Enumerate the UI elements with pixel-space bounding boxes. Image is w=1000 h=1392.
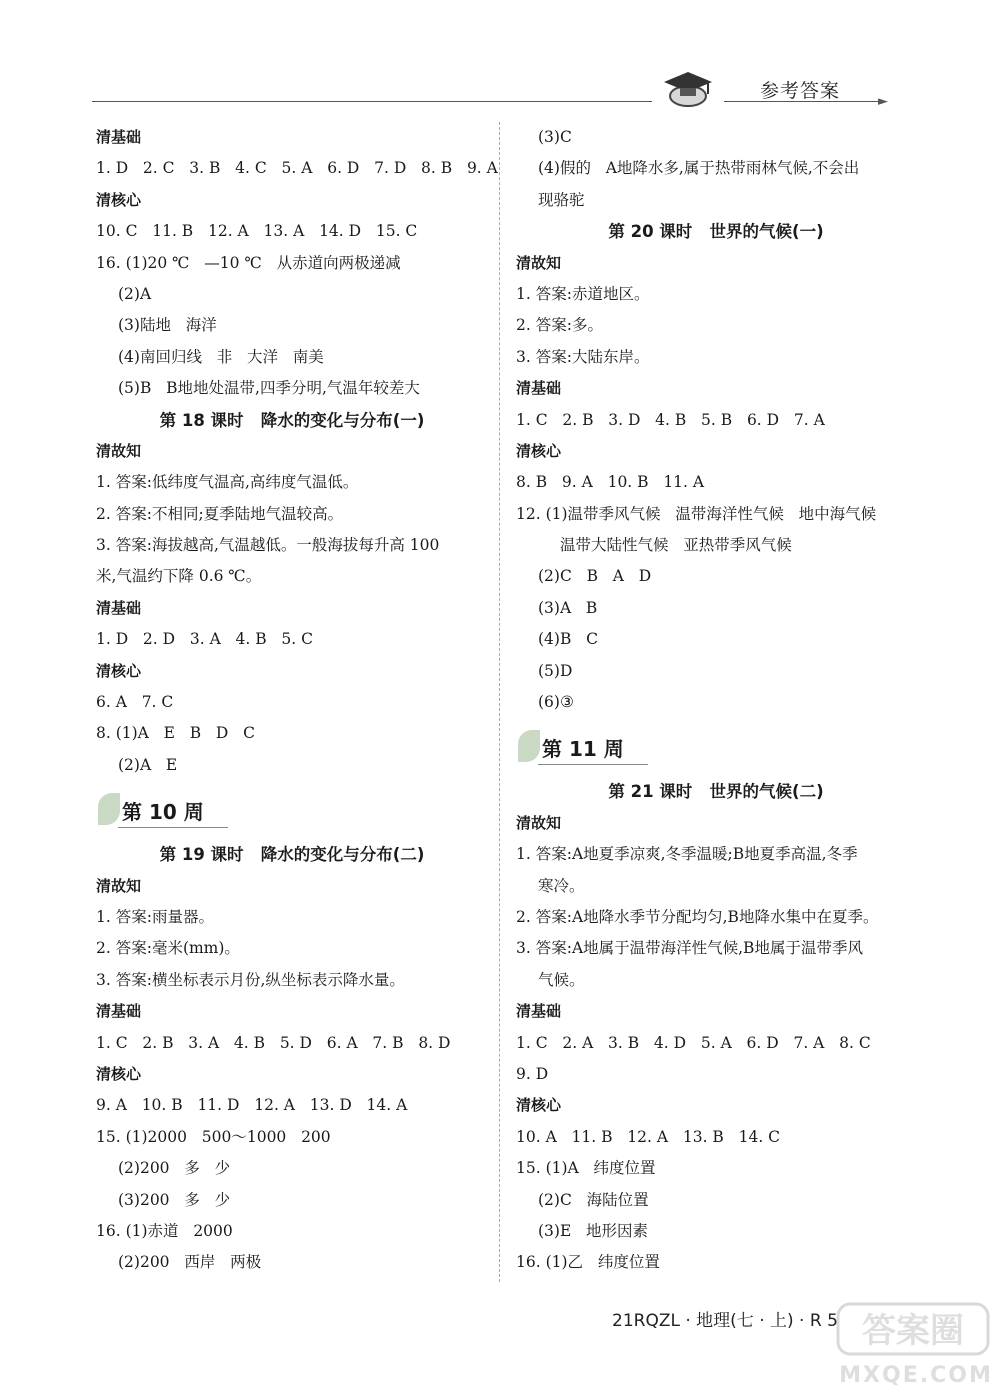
answer-line: (2)A E — [118, 755, 178, 774]
answer-line: 2. 答案:毫米(mm)。 — [96, 939, 240, 958]
answer-line: 15. (1)A 纬度位置 — [516, 1159, 656, 1178]
answer-line: 1. 答案:A地夏季凉爽,冬季温暖;B地夏季高温,冬季 — [516, 845, 858, 864]
answer-line: 8. (1)A E B D C — [96, 724, 255, 743]
answer-line: 16. (1)20 ℃ —10 ℃ 从赤道向两极递减 — [96, 253, 401, 272]
section-heading: 清故知 — [516, 813, 562, 832]
answer-line: 现骆驼 — [538, 190, 585, 209]
answer-line: (3)陆地 海洋 — [118, 316, 217, 335]
week-title: 第 11 周 — [542, 737, 624, 762]
answer-line: (5)D — [538, 661, 573, 680]
answer-line: 米,气温约下降 0.6 ℃。 — [96, 567, 262, 586]
lesson-title: 第 18 课时 降水的变化与分布(一) — [159, 410, 425, 430]
section-heading: 清故知 — [96, 876, 142, 895]
svg-text:MXQE.COM: MXQE.COM — [839, 1363, 993, 1388]
section-heading: 清基础 — [516, 1002, 562, 1021]
answer-line: 2. 答案:A地降水季节分配均匀,B地降水集中在夏季。 — [516, 907, 879, 926]
section-heading: 清基础 — [516, 379, 562, 398]
week-heading — [96, 789, 488, 833]
answer-line: (5)B B地地处温带,四季分明,气温年较差大 — [118, 379, 420, 398]
answer-line: 1. 答案:低纬度气温高,高纬度气温低。 — [96, 473, 359, 492]
answer-line: (3)A B — [538, 598, 598, 617]
section-heading: 清故知 — [96, 441, 142, 460]
right-column — [516, 122, 916, 1279]
page-number: 5 — [827, 1311, 838, 1331]
answer-line: (4)假的 A地降水多,属于热带雨林气候,不会出 — [538, 159, 860, 178]
week-underline — [538, 764, 648, 765]
left-column — [96, 122, 498, 1279]
answer-line: (3)E 地形因素 — [538, 1221, 649, 1240]
answer-line: (4)南回归线 非 大洋 南美 — [118, 347, 324, 366]
answer-line: 3. 答案:A地属于温带海洋性气候,B地属于温带季风 — [516, 939, 863, 958]
answer-line: (2)C B A D — [538, 567, 652, 586]
answer-line: 寒冷。 — [538, 876, 585, 895]
answer-line: 3. 答案:海拔越高,气温越低。一般海拔每升高 100 — [96, 536, 440, 555]
answer-line: 1. D 2. D 3. A 4. B 5. C — [96, 630, 313, 649]
week-title: 第 10 周 — [122, 800, 204, 825]
answer-line: 16. (1)赤道 2000 — [96, 1221, 233, 1240]
answer-line: 3. 答案:横坐标表示月份,纵坐标表示降水量。 — [96, 970, 405, 989]
answer-line: 10. A 11. B 12. A 13. B 14. C — [516, 1127, 781, 1146]
week-heading — [516, 726, 916, 770]
answer-line: 6. A 7. C — [96, 693, 174, 712]
answer-line: 气候。 — [538, 970, 585, 989]
leaf-icon — [98, 793, 120, 825]
answer-line: 温带大陆性气候 亚热带季风气候 — [560, 536, 792, 555]
header-rule-right — [724, 101, 880, 102]
section-heading: 清核心 — [516, 441, 562, 460]
header-rule-left — [92, 101, 652, 102]
section-heading: 清基础 — [96, 1002, 142, 1021]
answer-line: 10. C 11. B 12. A 13. A 14. D 15. C — [96, 222, 418, 241]
answer-line: 8. B 9. A 10. B 11. A — [516, 473, 705, 492]
answer-line: (2)C 海陆位置 — [538, 1190, 649, 1209]
section-heading: 清核心 — [516, 1096, 562, 1115]
answer-line: 1. 答案:雨量器。 — [96, 907, 214, 926]
answer-line: 1. C 2. B 3. D 4. B 5. B 6. D 7. A — [516, 410, 825, 429]
watermark-logo — [832, 1296, 1000, 1392]
footer-text — [612, 1306, 838, 1331]
answer-line: (2)200 西岸 两极 — [118, 1253, 262, 1272]
answer-line: 2. 答案:不相同;夏季陆地气温较高。 — [96, 504, 344, 523]
answer-line: 15. (1)2000 500～1000 200 — [96, 1127, 331, 1146]
column-divider — [499, 122, 500, 1282]
section-heading: 清核心 — [96, 190, 142, 209]
header-title: 参考答案 — [760, 80, 841, 102]
answer-line: 1. C 2. B 3. A 4. B 5. D 6. A 7. B 8. D — [96, 1033, 451, 1052]
answer-line: 9. A 10. B 11. D 12. A 13. D 14. A — [96, 1096, 408, 1115]
section-heading: 清基础 — [96, 128, 142, 146]
answer-line: (6)③ — [538, 693, 574, 712]
footer-book-code: 21RQZL · 地理(七 · 上) · R — [612, 1311, 822, 1331]
lesson-title: 第 21 课时 世界的气候(二) — [608, 782, 824, 802]
answer-line: (3)200 多 少 — [118, 1190, 231, 1209]
answer-line: 1. D 2. C 3. B 4. C 5. A 6. D 7. D 8. B 9. A — [96, 159, 498, 178]
answer-line: 3. 答案:大陆东岸。 — [516, 347, 650, 366]
section-heading: 清故知 — [516, 253, 562, 272]
week-underline — [118, 827, 228, 828]
answer-line: (3)C — [538, 128, 572, 146]
lesson-title: 第 20 课时 世界的气候(一) — [608, 222, 824, 242]
answer-line: (2)A — [118, 284, 152, 303]
arrow-right-icon: ► — [878, 94, 888, 109]
answer-line: (4)B C — [538, 630, 598, 649]
answer-line: (2)200 多 少 — [118, 1159, 231, 1178]
svg-text:答案圈: 答案圈 — [862, 1311, 964, 1351]
section-heading: 清核心 — [96, 1064, 142, 1083]
section-heading: 清核心 — [96, 661, 142, 680]
lesson-title: 第 19 课时 降水的变化与分布(二) — [159, 845, 425, 865]
answer-line: 16. (1)乙 纬度位置 — [516, 1253, 660, 1272]
section-heading: 清基础 — [96, 598, 142, 617]
graduation-cap-icon — [660, 66, 716, 110]
answer-line: 1. 答案:赤道地区。 — [516, 284, 650, 303]
answer-line: 1. C 2. A 3. B 4. D 5. A 6. D 7. A 8. C — [516, 1033, 871, 1052]
answer-line: 2. 答案:多。 — [516, 316, 603, 335]
answer-line: 9. D — [516, 1064, 549, 1083]
answer-line: 12. (1)温带季风气候 温带海洋性气候 地中海气候 — [516, 504, 877, 523]
leaf-icon — [518, 730, 540, 762]
